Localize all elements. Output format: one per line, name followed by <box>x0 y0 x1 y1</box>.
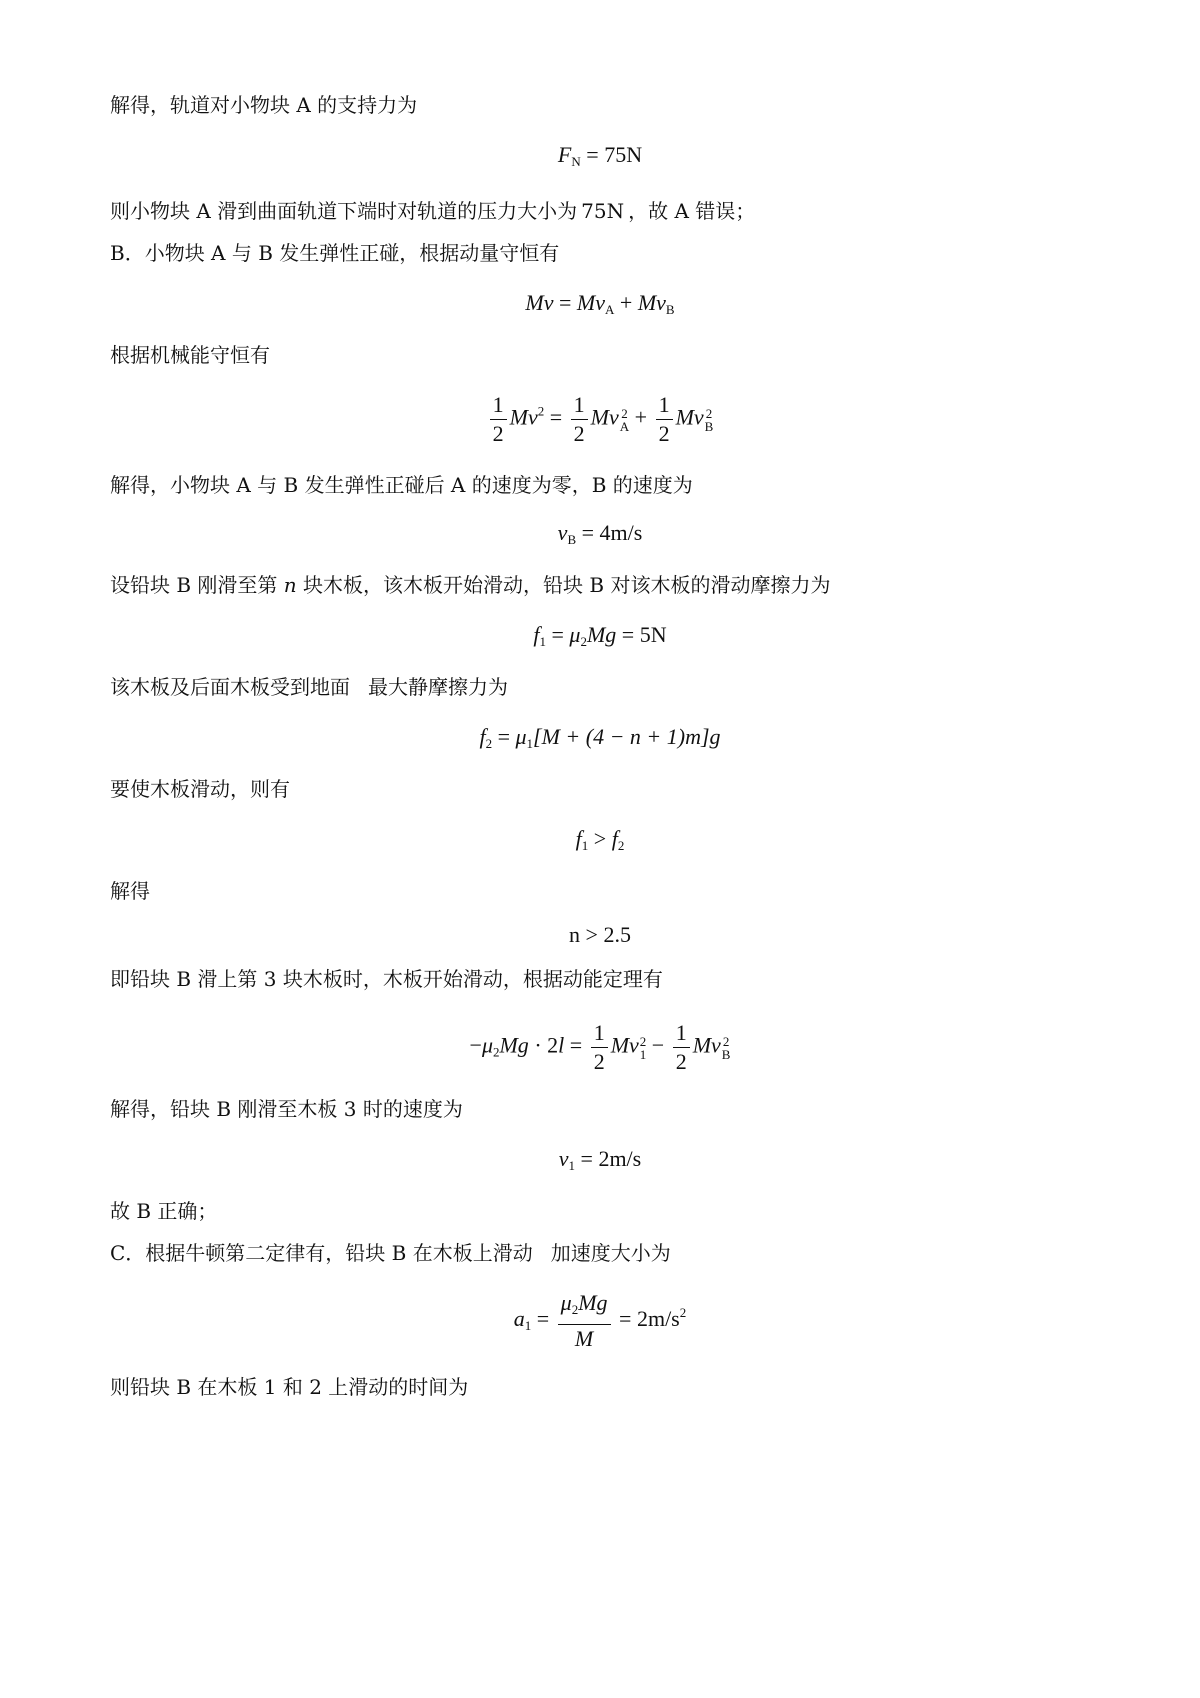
text-line-6-pre: 设铅块 B 刚滑至第 <box>110 573 278 597</box>
text-line-9: 解得 <box>110 879 150 903</box>
text-line-13 <box>110 1238 671 1268</box>
equation-v1: $v_1 = 2m/s$ <box>558 1146 642 1173</box>
frac-num: 1 <box>656 392 673 420</box>
equation-vb: $v_B = 4m/s$ <box>557 520 643 547</box>
frac-num: 1 <box>490 392 507 420</box>
equation-energy: $\frac{1}{2}$ $Mv^2$ = $\frac{1}{2}$ Mv 2 A + $\frac{1}{2}$ Mv 2 B <box>0 392 1200 447</box>
frac-num: 1 <box>673 1020 690 1048</box>
f1-value: 5N <box>639 622 667 647</box>
f2-bracket: [M + (4 − n + 1)m]g <box>533 724 721 749</box>
text-line-11: 解得，铅块 B 刚滑至木板 3 时的速度为 <box>110 1097 463 1121</box>
frac-den: 2 <box>658 421 670 446</box>
equation-f2: $f_2 = \mu_1[M + (4 - n + 1)m]g$ <box>479 724 721 751</box>
text-line-10: 即铅块 B 滑上第 3 块木板时，木板开始滑动，根据动能定理有 <box>110 967 663 991</box>
text-line-13-b: 加速度大小为 <box>550 1241 671 1265</box>
frac-den: 2 <box>675 1049 687 1074</box>
text-line-12: 故 B 正确； <box>110 1199 218 1223</box>
text-line-5: 解得，小物块 A 与 B 发生弹性正碰后 A 的速度为零，B 的速度为 <box>110 473 693 497</box>
a1-value: 2m/s <box>636 1306 680 1332</box>
frac-den: 2 <box>573 421 585 446</box>
frac-num: 1 <box>591 1020 608 1048</box>
pressure-value: 75N <box>581 199 625 223</box>
equation-acceleration: $a_1$ = $\frac{\mu_2Mg}{M}$ = $2m/s^2$ <box>513 1290 687 1351</box>
text-line-2-pre: 则小物块 A 滑到曲面轨道下端时对轨道的压力大小为 <box>110 199 578 223</box>
text-line-8: 要使木板滑动，则有 <box>110 777 290 801</box>
text-line-6-post: 块木板，该木板开始滑动，铅块 B 对该木板的滑动摩擦力为 <box>303 573 831 597</box>
equation-f1: $f_1 = \mu_2Mg = 5N$ <box>533 622 667 649</box>
variable-n: n <box>283 573 297 597</box>
frac-num: 1 <box>571 392 588 420</box>
text-line-13-a: C．根据牛顿第二定律有，铅块 B 在木板上滑动 <box>110 1241 533 1265</box>
n-value: n > 2.5 <box>569 922 631 947</box>
equation-normal-force: $F_N = 75N$ <box>557 142 643 169</box>
text-line-7-b: 最大静摩擦力为 <box>368 675 508 699</box>
text-line-3: B．小物块 A 与 B 发生弹性正碰，根据动量守恒有 <box>110 241 560 265</box>
text-line-7-a: 该木板及后面木板受到地面 <box>110 675 350 699</box>
text-line-7 <box>110 672 508 702</box>
equation-inequality: $f_1 > f_2$ <box>575 826 625 853</box>
text-line-14: 则铅块 B 在木板 1 和 2 上滑动的时间为 <box>110 1375 469 1399</box>
frac-den: 2 <box>492 421 504 446</box>
text-line-2 <box>110 196 755 226</box>
equation-momentum: $Mv = Mv_A + Mv_B$ <box>525 290 675 317</box>
text-line-1: 解得，轨道对小物块 A 的支持力为 <box>110 93 418 117</box>
normal-force-value: 75N <box>604 142 643 167</box>
equation-work-energy: $-\mu_2Mg \cdot 2l$ = $\frac{1}{2}$ Mv 2 1 − $\frac{1}{2}$ Mv 2 B <box>469 1020 731 1074</box>
text-line-4: 根据机械能守恒有 <box>110 343 270 367</box>
equation-n <box>0 922 1200 948</box>
vb-value: 4m/s <box>599 520 643 545</box>
v1-value: 2m/s <box>598 1146 642 1171</box>
frac-den: 2 <box>593 1049 605 1074</box>
text-line-6 <box>110 570 830 600</box>
text-line-2-post: ，故 A 错误； <box>628 199 756 223</box>
